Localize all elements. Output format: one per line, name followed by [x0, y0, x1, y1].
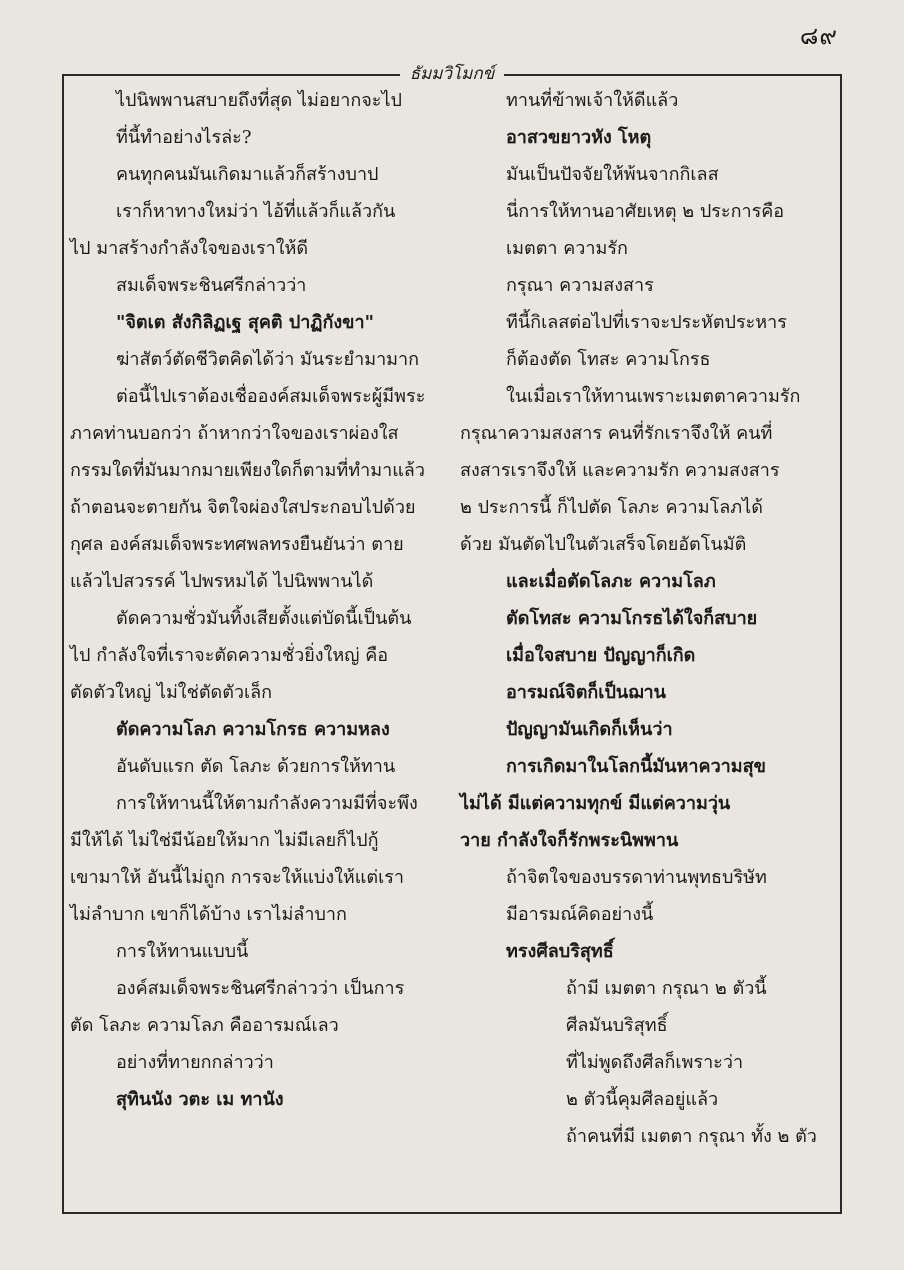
text-line: อารมณ์จิตก็เป็นฌาน [506, 682, 666, 703]
text-line: องค์สมเด็จพระชินศรีกล่าวว่า เป็นการ [116, 978, 405, 999]
text-line: ถ้าคนที่มี เมตตา กรุณา ทั้ง ๒ ตัว [566, 1126, 817, 1147]
text-line: ไป มาสร้างกำลังใจของเราให้ดี [70, 238, 309, 259]
text-line: การเกิดมาในโลกนี้มันหาความสุข [506, 756, 766, 777]
text-line: สมเด็จพระชินศรีกล่าวว่า [116, 275, 307, 296]
text-line: ไม่ลำบาก เขาก็ได้บ้าง เราไม่ลำบาก [70, 904, 347, 925]
text-line: นี่การให้ทานอาศัยเหตุ ๒ ประการคือ [506, 201, 785, 222]
text-line: การให้ทานแบบนี้ [116, 941, 249, 962]
text-line: ทรงศีลบริสุทธิ์ [506, 941, 614, 962]
text-line: ถ้าจิตใจของบรรดาท่านพุทธบริษัท [506, 867, 767, 888]
text-line: สุทินนัง วตะ เม ทานัง [116, 1089, 284, 1110]
text-line: กรุณาความสงสาร คนที่รักเราจึงให้ คนที่ [460, 423, 773, 444]
text-line: ไป กำลังใจที่เราจะตัดความชั่วยิ่งใหญ่ คือ [70, 645, 389, 666]
text-line: ฆ่าสัตว์ตัดชีวิตคิดได้ว่า มันระยำมามาก [116, 349, 420, 370]
right-column [460, 82, 836, 1155]
text-line: และเมื่อตัดโลภะ ความโลภ [506, 571, 716, 592]
text-line: ปัญญามันเกิดก็เห็นว่า [506, 719, 673, 740]
text-line: ๒ ตัวนี้คุมศีลอยู่แล้ว [566, 1089, 719, 1110]
text-line: การให้ทานนี้ให้ตามกำลังความมีที่จะพึง [116, 793, 418, 814]
text-line: คนทุกคนมันเกิดมาแล้วก็สร้างบาป [116, 164, 379, 185]
text-line: เขามาให้ อันนี้ไม่ถูก การจะให้แบ่งให้แต่เรา [70, 867, 405, 888]
text-line: มีให้ได้ ไม่ใช่มีน้อยให้มาก ไม่มีเลยก็ไปกู้ [70, 830, 379, 851]
text-line: เมื่อใจสบาย ปัญญาก็เกิด [506, 645, 696, 666]
text-line: วาย กำลังใจก็รักพระนิพพาน [460, 830, 679, 851]
text-line: ไปนิพพานสบายถึงที่สุด ไม่อยากจะไป [116, 90, 402, 111]
text-line: ในเมื่อเราให้ทานเพราะเมตตาความรัก [506, 386, 801, 407]
running-header: ธัมมวิโมกข์ [400, 62, 505, 86]
left-column [70, 82, 450, 1118]
text-line: ทานที่ข้าพเจ้าให้ดีแล้ว [506, 90, 679, 111]
text-line: สงสารเราจึงให้ และความรัก ความสงสาร [460, 460, 780, 481]
text-line: ที่ไม่พูดถึงศีลก็เพราะว่า [566, 1052, 744, 1073]
text-line: ตัดตัวใหญ่ ไม่ใช่ตัดตัวเล็ก [70, 682, 273, 703]
text-line: มีอารมณ์คิดอย่างนี้ [506, 904, 654, 925]
text-line: ที่นี้ทำอย่างไรล่ะ? [116, 127, 252, 148]
text-line: กรุณา ความสงสาร [506, 275, 654, 296]
text-line: อาสวขยาวหัง โหตุ [506, 127, 652, 148]
text-line: ถ้ามี เมตตา กรุณา ๒ ตัวนี้ [566, 978, 767, 999]
text-line: มันเป็นปัจจัยให้พ้นจากกิเลส [506, 164, 719, 185]
text-line: ตัดความชั่วมันทิ้งเสียตั้งแต่บัดนี้เป็นต้น [116, 608, 412, 629]
text-line: ทีนี้กิเลสต่อไปที่เราจะประหัตประหาร [506, 312, 787, 333]
text-line: อย่างที่ทายกกล่าวว่า [116, 1052, 274, 1073]
text-line: ภาคท่านบอกว่า ถ้าหากว่าใจของเราผ่องใส [70, 423, 399, 444]
text-line: แล้วไปสวรรค์ ไปพรหมได้ ไปนิพพานได้ [70, 571, 374, 592]
text-line: ถ้าตอนจะตายกัน จิตใจผ่องใสประกอบไปด้วย [70, 497, 416, 518]
text-line: เราก็หาทางใหม่ว่า ไอ้ที่แล้วก็แล้วกัน [116, 201, 396, 222]
text-line: ตัดความโลภ ความโกรธ ความหลง [116, 719, 390, 740]
text-line: ด้วย มันตัดไปในตัวเสร็จโดยอัตโนมัติ [460, 534, 747, 555]
text-line: "จิตเต สังกิลิฏเฐ สุคติ ปาฏิกังขา" [116, 312, 374, 333]
text-line: เมตตา ความรัก [506, 238, 628, 259]
text-line: ศีลมันบริสุทธิ์ [566, 1015, 668, 1036]
text-line: ไม่ได้ มีแต่ความทุกข์ มีแต่ความวุ่น [460, 793, 731, 814]
text-line: อันดับแรก ตัด โลภะ ด้วยการให้ทาน [116, 756, 396, 777]
text-line: ตัด โลภะ ความโลภ คืออารมณ์เลว [70, 1015, 339, 1036]
text-line: ก็ต้องตัด โทสะ ความโกรธ [506, 349, 711, 370]
text-line: ๒ ประการนี้ ก็ไปตัด โลภะ ความโลภได้ [460, 497, 763, 518]
text-line: กรรมใดที่มันมากมายเพียงใดก็ตามที่ทำมาแล้ว [70, 460, 425, 481]
text-line: กุศล องค์สมเด็จพระทศพลทรงยืนยันว่า ตาย [70, 534, 404, 555]
text-line: ต่อนี้ไปเราต้องเชื่อองค์สมเด็จพระผู้มีพระ [116, 386, 426, 407]
text-line: ตัดโทสะ ความโกรธได้ใจก็สบาย [506, 608, 758, 629]
text-frame [62, 64, 842, 1214]
page-number: ๘๙ [799, 22, 838, 50]
